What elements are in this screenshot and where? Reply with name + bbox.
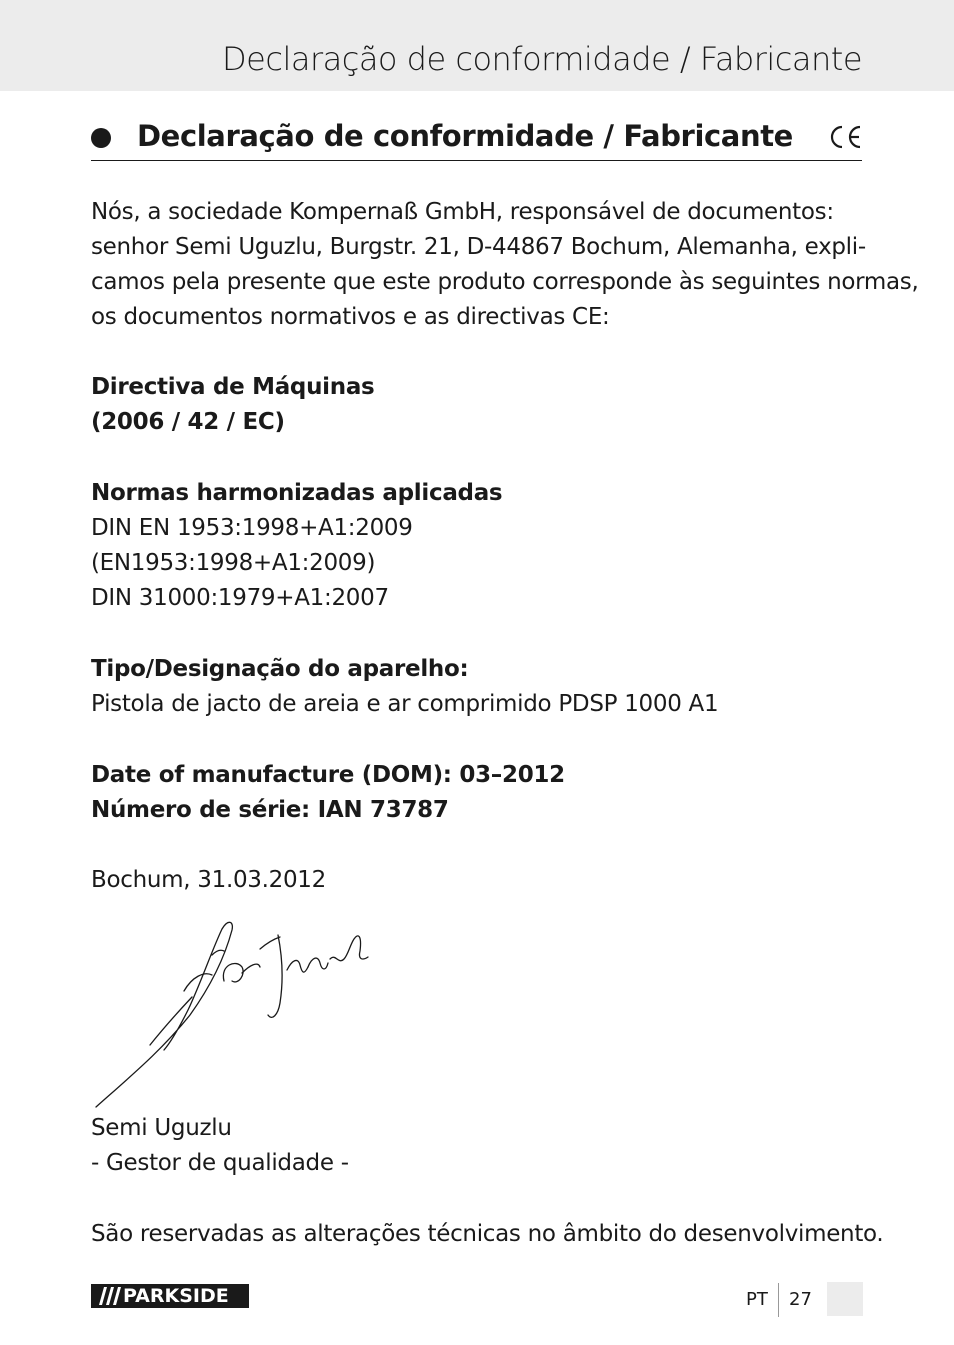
standard-item: DIN 31000:1979+A1:2007: [91, 585, 389, 611]
page-number: 27: [789, 1289, 812, 1310]
standards-heading: Normas harmonizadas aplicadas: [91, 480, 503, 506]
ce-mark-icon: [828, 124, 862, 150]
page-title: Declaração de conformidade / Fabricante: [222, 40, 862, 78]
intro-line: senhor Semi Uguzlu, Burgstr. 21, D-44867 Bochum, Alemanha, expli-: [91, 234, 866, 260]
logo-text: PARKSIDE: [123, 1285, 229, 1307]
signer-name: Semi Uguzlu: [91, 1115, 232, 1141]
manufacture-date: Date of manufacture (DOM): 03–2012: [91, 762, 565, 788]
bullet-icon: [91, 128, 111, 148]
standards-block: [91, 476, 502, 616]
signer-role: - Gestor de qualidade -: [91, 1150, 349, 1176]
standard-item: (EN1953:1998+A1:2009): [91, 550, 376, 576]
signer-block: [91, 1111, 349, 1181]
directive-number: (2006 / 42 / EC): [91, 409, 285, 435]
footer-tab: [827, 1282, 863, 1316]
logo-stripes-icon: [95, 1287, 121, 1305]
section-heading-text: Declaração de conformidade / Fabricante: [137, 119, 793, 153]
device-block: [91, 652, 718, 722]
directive-name: Directiva de Máquinas: [91, 374, 375, 400]
standard-item: DIN EN 1953:1998+A1:2009: [91, 515, 413, 541]
intro-line: os documentos normativos e as directivas CE:: [91, 304, 610, 330]
manufacture-block: [91, 758, 565, 828]
footer-divider: [778, 1283, 779, 1317]
device-heading: Tipo/Designação do aparelho:: [91, 656, 469, 682]
section-heading: [91, 114, 862, 161]
directive-block: [91, 370, 374, 440]
technical-notice: São reservadas as alterações técnicas no âmbito do desenvolvimento.: [91, 1221, 884, 1247]
place-date: Bochum, 31.03.2012: [91, 867, 326, 893]
parkside-logo: [91, 1284, 249, 1308]
serial-number: Número de série: IAN 73787: [91, 797, 449, 823]
signature-image: [92, 915, 372, 1110]
language-code: PT: [746, 1289, 768, 1310]
device-value: Pistola de jacto de areia e ar comprimido PDSP 1000 A1: [91, 691, 719, 717]
intro-paragraph: [91, 195, 918, 335]
intro-line: Nós, a sociedade Kompernaß GmbH, responsável de documentos:: [91, 199, 834, 225]
intro-line: camos pela presente que este produto corresponde às seguintes normas,: [91, 269, 919, 295]
